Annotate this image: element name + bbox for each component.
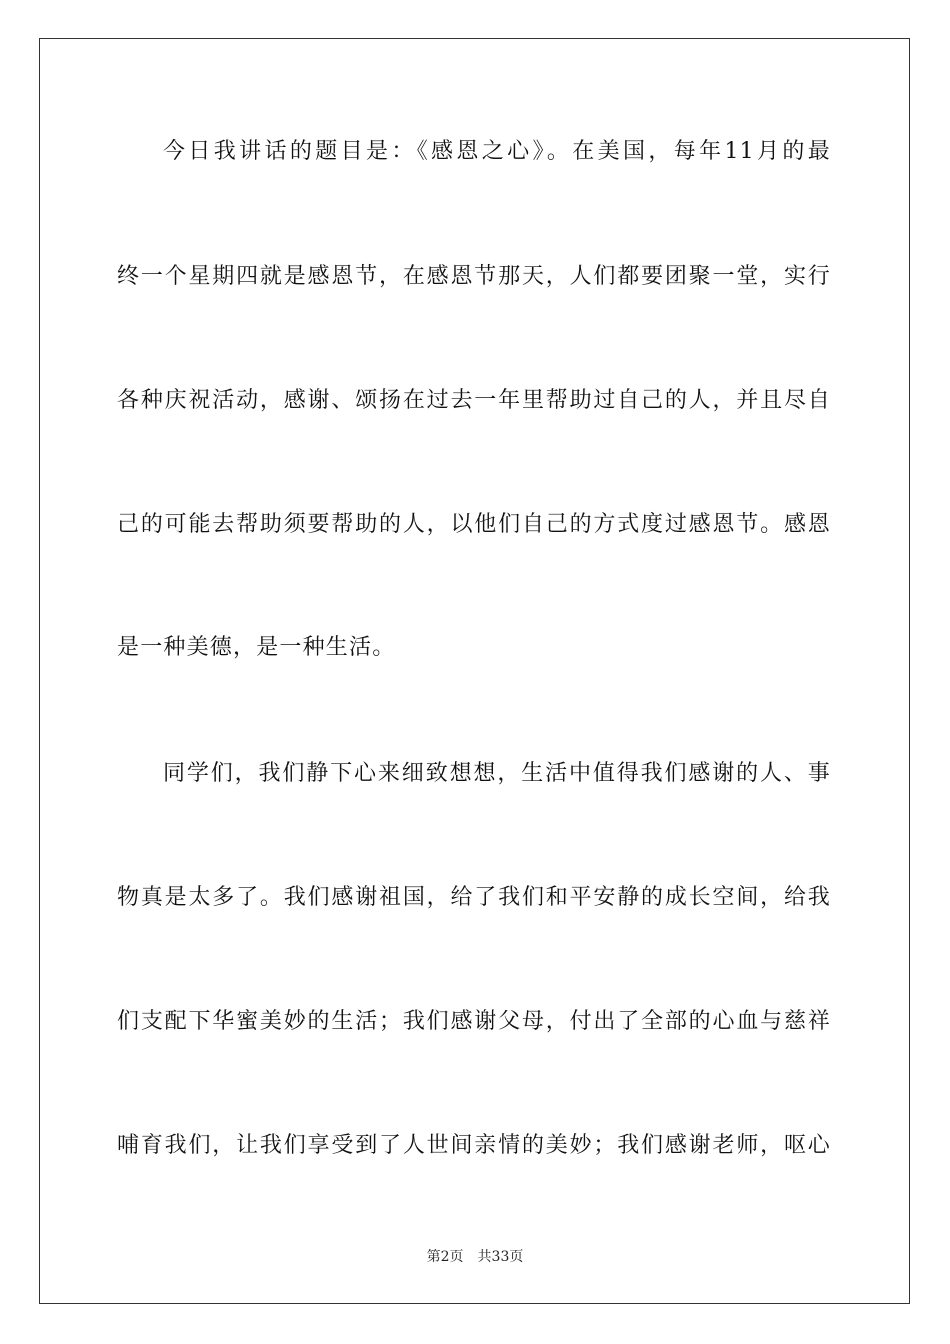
paragraph-2-line-2: 物真是太多了。我们感谢祖国，给了我们和平安静的成长空间，给我 [117, 885, 831, 910]
paragraph-1-line-5: 是一种美德，是一种生活。 [117, 635, 396, 660]
paragraph-2-line-1: 同学们，我们静下心来细致想想，生活中值得我们感谢的人、事 [163, 761, 831, 786]
page-number: 第2页 [426, 1249, 464, 1265]
page-border [39, 38, 910, 1304]
paragraph-1-line-4: 己的可能去帮助须要帮助的人，以他们自己的方式度过感恩节。感恩 [117, 512, 831, 537]
paragraph-1-line-1: 今日我讲话的题目是：《感恩之心》。在美国，每年11月的最 [163, 139, 831, 164]
paragraph-2-line-4: 哺育我们，让我们享受到了人世间亲情的美妙；我们感谢老师，呕心 [117, 1133, 831, 1158]
paragraph-2-line-3: 们支配下华蜜美妙的生活；我们感谢父母，付出了全部的心血与慈祥 [117, 1009, 831, 1034]
page-footer [0, 1248, 950, 1266]
paragraph-1-line-3: 各种庆祝活动，感谢、颂扬在过去一年里帮助过自己的人，并且尽自 [117, 388, 831, 413]
paragraph-1-line-2: 终一个星期四就是感恩节，在感恩节那天，人们都要团聚一堂，实行 [117, 264, 831, 289]
page-total: 共33页 [477, 1249, 524, 1265]
